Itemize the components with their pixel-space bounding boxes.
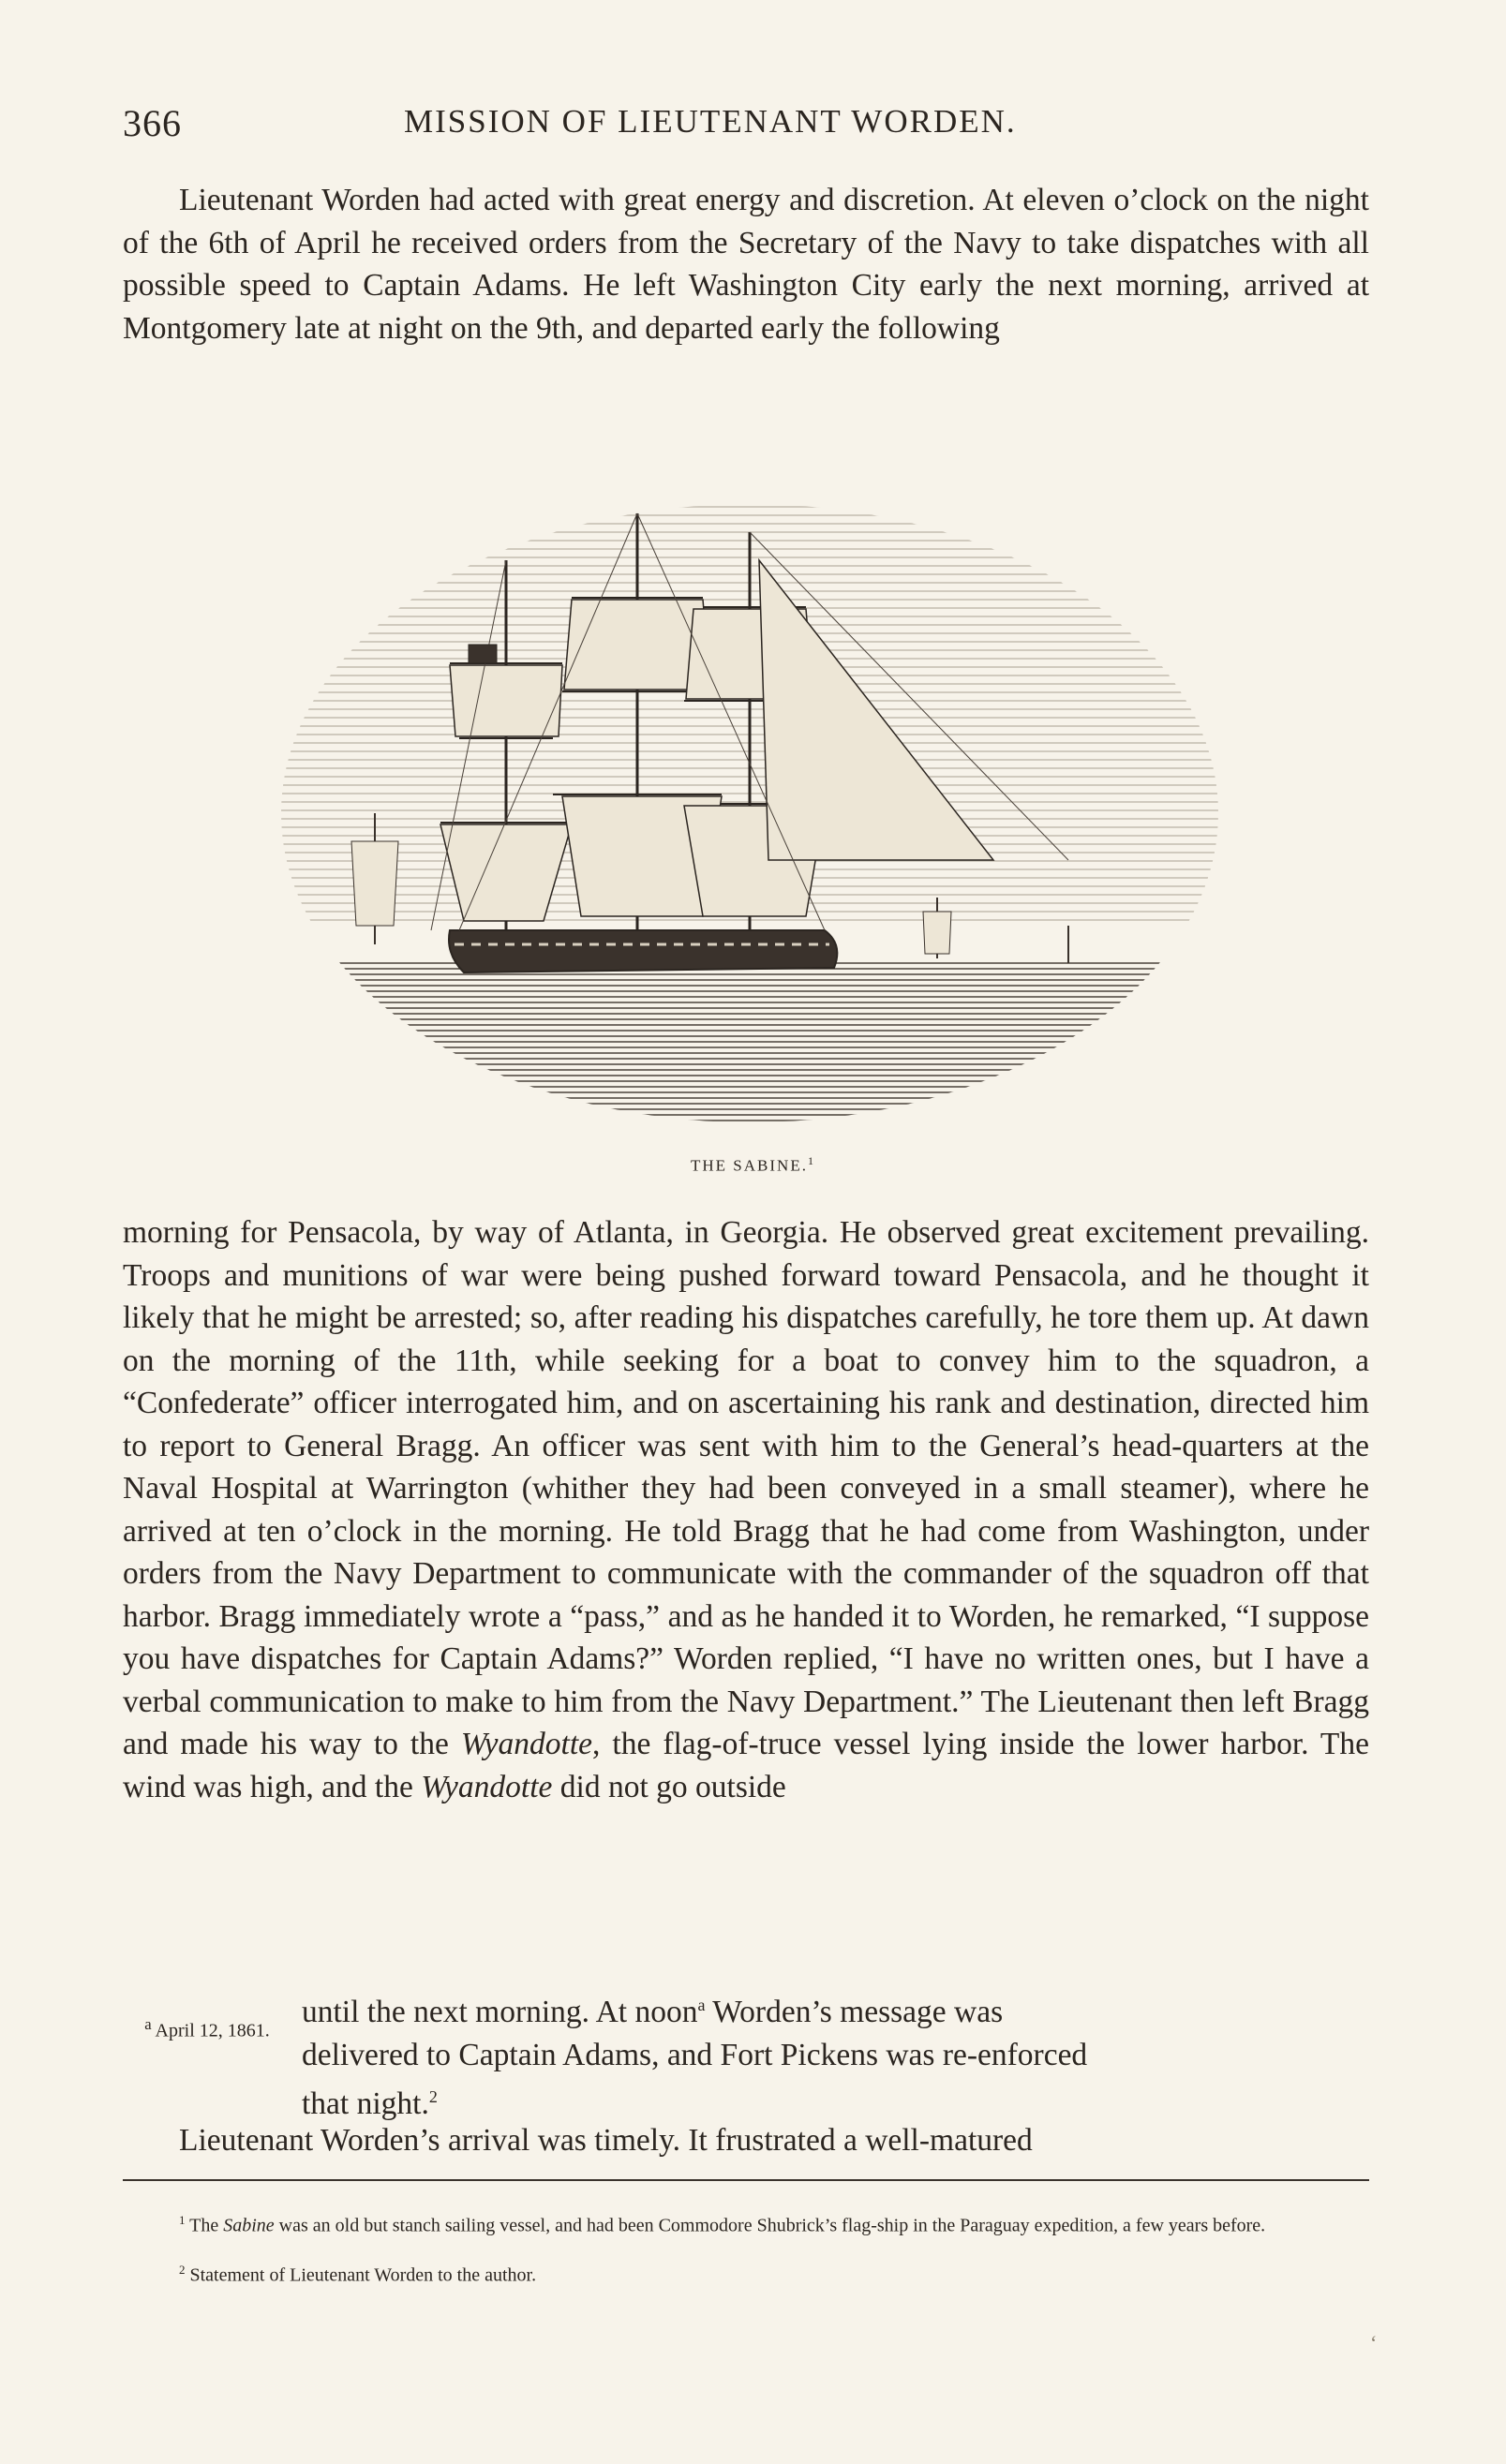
stray-mark: ‘	[1370, 2331, 1378, 2354]
marg-line-1b-text: Worden’s message was	[712, 1995, 1004, 2030]
indented-paragraph-block	[302, 1984, 1370, 2126]
caption-text: THE SABINE.	[691, 1156, 808, 1175]
paragraph-2	[123, 1211, 1369, 1808]
figure-caption	[0, 1154, 1506, 1176]
italic-ship-name-2: Wyandotte	[421, 1769, 553, 1804]
paragraph-1: Lieutenant Worden had acted with great energy and discretion. At eleven o’clock on the night of the 6th of April he received orders from the Secretary of the Navy to take dispatches with all possible speed to Captain Adams. He left Washington City early the next morning, arrived at Montgomery late at night on the 9th, and departed early the following	[123, 183, 1369, 346]
footnote-2-mark: 2	[179, 2263, 186, 2277]
marginal-mark: a	[144, 2015, 152, 2033]
marg-line-3-text: that night.	[302, 2086, 429, 2122]
page-number: 366	[123, 102, 182, 144]
footnote-1	[123, 2208, 1369, 2238]
footnote-2	[123, 2258, 1369, 2288]
running-title: MISSION OF LIEUTENANT WORDEN.	[404, 103, 1017, 140]
italic-ship-name: Wyandotte	[460, 1727, 593, 1761]
marg-line-1-text: until the next morning. At noon	[302, 1995, 698, 2030]
paragraph-2-text: morning for Pensacola, by way of Atlanta, in Georgia. He observed great excitement prevailing. Troops and munitions of war were being pushed forward toward Pensacola, and he thought it likely that he might be arrested; so, after reading his dispatches carefully, he tore them up. At dawn on the morning of the 11th, while seeking for a boat to convey him to the squadron, a “Confederate” officer interrogated him, and on ascertaining his rank and destination, directed him to report to General Bragg. An officer was sent with him to the General’s head-quarters at the Naval Hospital at Warrington (whither they had been conveyed in a small steamer), where he arrived at ten o’clock in the morning. He told Bragg that he had come from Washington, under orders from the Navy Department to communicate with the commander of the squadron off that harbor. Bragg immediately wrote a “pass,” and as he handed it to Worden, he remarked, “I suppose you have dispatches for Captain Adams?” Worden replied, “I have no written ones, but I have a verbal communication to make to him from the Navy Department.” The Lieutenant then left Bragg and made his way to the	[123, 1215, 1369, 1761]
marginal-date: April 12, 1861.	[155, 2020, 270, 2041]
marg-line-3	[302, 2076, 1370, 2126]
paragraph-2-end: did not go outside	[559, 1769, 786, 1804]
caption-footnote-ref: 1	[807, 1154, 815, 1167]
footnote-1-italic: Sabine	[223, 2215, 275, 2236]
marg-line-3-ref: 2	[428, 2087, 438, 2107]
distant-ship-left	[351, 813, 398, 944]
paragraph-3: Lieutenant Worden’s arrival was timely. It frustrated a well-matured	[179, 2123, 1033, 2158]
marg-line-1	[302, 1984, 1370, 2034]
paragraph-2-cont: , the flag-of-truce vessel lying inside the lower harbor. The wind was high, and the	[123, 1727, 1369, 1804]
footnote-divider	[123, 2179, 1369, 2181]
running-header	[123, 101, 1369, 148]
distant-ship-right	[923, 898, 1068, 963]
marginal-date-note	[123, 2014, 291, 2041]
marg-note-ref: a	[697, 1996, 706, 2014]
ship-engraving-illustration	[262, 420, 1237, 1150]
marg-line-2: delivered to Captain Adams, and Fort Pickens was re-enforced	[302, 2037, 1088, 2072]
footnote-1-pre: The	[189, 2215, 219, 2236]
footnote-1-text: was an old but stanch sailing vessel, and had been Commodore Shubrick’s flag-ship in the Paraguay expedition, a few years before.	[278, 2215, 1266, 2236]
footnote-1-mark: 1	[179, 2213, 186, 2227]
footnote-2-text: Statement of Lieutenant Worden to the author.	[189, 2264, 537, 2286]
